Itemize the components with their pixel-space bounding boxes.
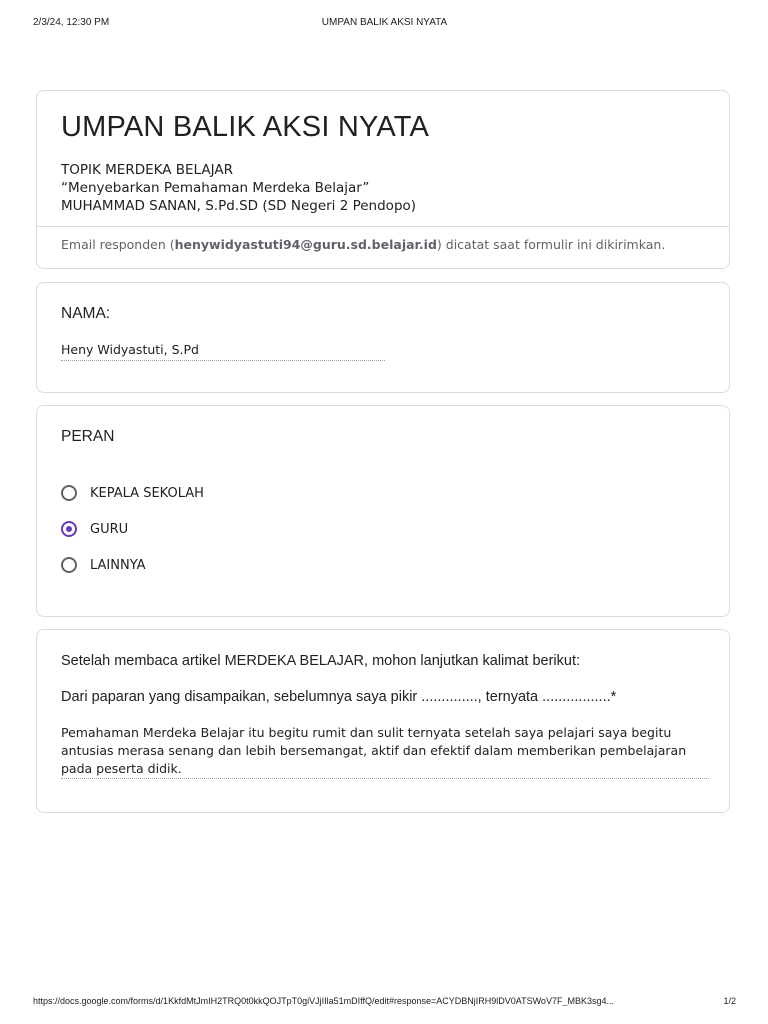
header-divider — [37, 226, 729, 227]
radio-option-kepala-sekolah[interactable] — [61, 483, 204, 503]
respondent-email: henywidyastuti94@guru.sd.belajar.id — [174, 237, 437, 252]
print-footer — [33, 996, 736, 1008]
question-intro: Setelah membaca artikel MERDEKA BELAJAR, mohon lanjutkan kalimat berikut: — [61, 653, 581, 669]
feedback-answer-underline — [61, 778, 709, 779]
form-header-card — [36, 90, 730, 269]
question-title-name: NAMA: — [61, 305, 111, 322]
email-note-suffix: ) dicatat saat formulir ini dikirimkan. — [436, 237, 666, 252]
question-card-name — [36, 282, 730, 393]
radio-label: KEPALA SEKOLAH — [90, 485, 204, 501]
email-note — [61, 237, 665, 252]
print-url: https://docs.google.com/forms/d/1KkfdMtJmIH2TRQ0t0kkQOJTpT0giVJjIIla51mDIffQ/edit#response=ACYDBNjIRH9lDV0ATSWoV7F_MBK3sg4... — [33, 996, 614, 1006]
print-title: UMPAN BALIK AKSI NYATA — [321, 17, 448, 28]
question-title-role: PERAN — [61, 428, 115, 445]
form-description-line: “Menyebarkan Pemahaman Merdeka Belajar” — [61, 180, 370, 196]
question-title-feedback: Dari paparan yang disampaikan, sebelumnya saya pikir .............., ternyata .................* — [61, 689, 617, 705]
form-description-line: MUHAMMAD SANAN, S.Pd.SD (SD Negeri 2 Pendopo) — [61, 198, 417, 214]
print-header — [33, 17, 736, 29]
name-answer: Heny Widyastuti, S.Pd — [61, 342, 199, 357]
print-date: 2/3/24, 12:30 PM — [33, 17, 110, 28]
question-card-feedback — [36, 629, 730, 813]
radio-label: LAINNYA — [90, 557, 146, 573]
question-card-role — [36, 405, 730, 617]
radio-option-lainnya[interactable] — [61, 555, 146, 575]
feedback-answer: Pemahaman Merdeka Belajar itu begitu rumit dan sulit ternyata setelah saya pelajari saya begitu antusias merasa senang dan lebih bersemangat, aktif dan efektif dalam memberikan pembelajaran pada peserta didik. — [61, 725, 687, 776]
form-description — [61, 161, 416, 215]
radio-option-guru[interactable] — [61, 519, 128, 539]
radio-unchecked-icon[interactable] — [61, 557, 77, 573]
radio-label: GURU — [90, 521, 129, 537]
radio-unchecked-icon[interactable] — [61, 485, 77, 501]
name-answer-underline — [61, 360, 385, 361]
form-title: UMPAN BALIK AKSI NYATA — [61, 111, 430, 143]
page-number: 1/2 — [723, 996, 736, 1006]
email-note-prefix: Email responden ( — [61, 237, 175, 252]
radio-checked-icon[interactable] — [61, 521, 77, 537]
form-description-line: TOPIK MERDEKA BELAJAR — [61, 162, 233, 178]
